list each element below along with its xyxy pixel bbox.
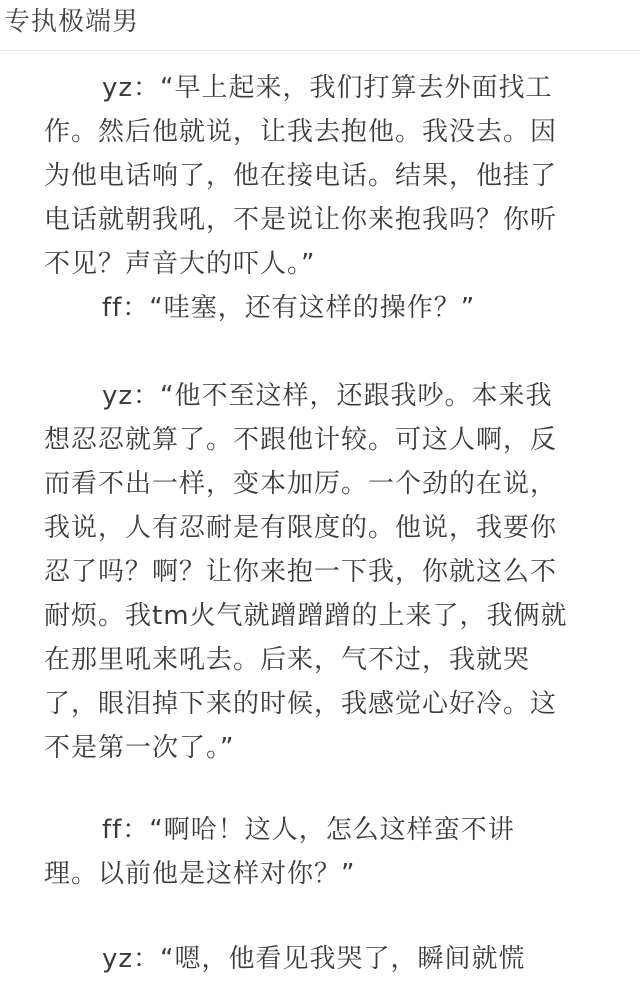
text-line: 作。然后他就说，让我去抱他。我没去。因: [44, 117, 558, 147]
text-line: yz：“嗯，他看见我哭了，瞬间就慌: [102, 944, 526, 974]
paragraph-yz-1: [44, 66, 604, 286]
text-line: 我说，人有忍耐是有限度的。他说，我要你: [44, 513, 558, 543]
text-line: 忍了吗？啊？让你来抱一下我，你就这么不: [44, 557, 558, 587]
text-line: 不是第一次了。”: [44, 733, 235, 763]
text-line: yz：“早上起来，我们打算去外面找工: [102, 73, 553, 103]
text-line: ff：“哇塞，还有这样的操作？”: [102, 293, 476, 323]
paragraph-ff-1: [44, 286, 604, 330]
text-line: 了，眼泪掉下来的时候，我感觉心好冷。这: [44, 689, 558, 719]
text-line: 想忍忍就算了。不跟他计较。可这人啊，反: [44, 425, 558, 455]
paragraph-yz-3: [44, 937, 604, 981]
text-line: yz：“他不至这样，还跟我吵。本来我: [102, 381, 553, 411]
text-line: ff：“啊哈！这人，怎么这样蛮不讲: [102, 815, 515, 845]
paragraph-yz-2: [44, 374, 604, 770]
text-line: 电话就朝我吼，不是说让你来抱我吗？你听: [44, 205, 558, 235]
text-line: 不见？声音大的吓人。”: [44, 249, 316, 279]
paragraph-ff-2: [44, 808, 604, 896]
text-line: 为他电话响了，他在接电话。结果，他挂了: [44, 161, 558, 191]
text-line: 理。以前他是这样对你？”: [44, 859, 356, 889]
text-line: 而看不出一样，变本加厉。一个劲的在说，: [44, 469, 558, 499]
text-line: 耐烦。我tm火气就蹭蹭蹭的上来了，我俩就: [44, 601, 568, 631]
header-bar: [0, 0, 640, 51]
page-title: 专执极端男: [4, 7, 140, 37]
text-line: 在那里吼来吼去。后来，气不过，我就哭: [44, 645, 531, 675]
